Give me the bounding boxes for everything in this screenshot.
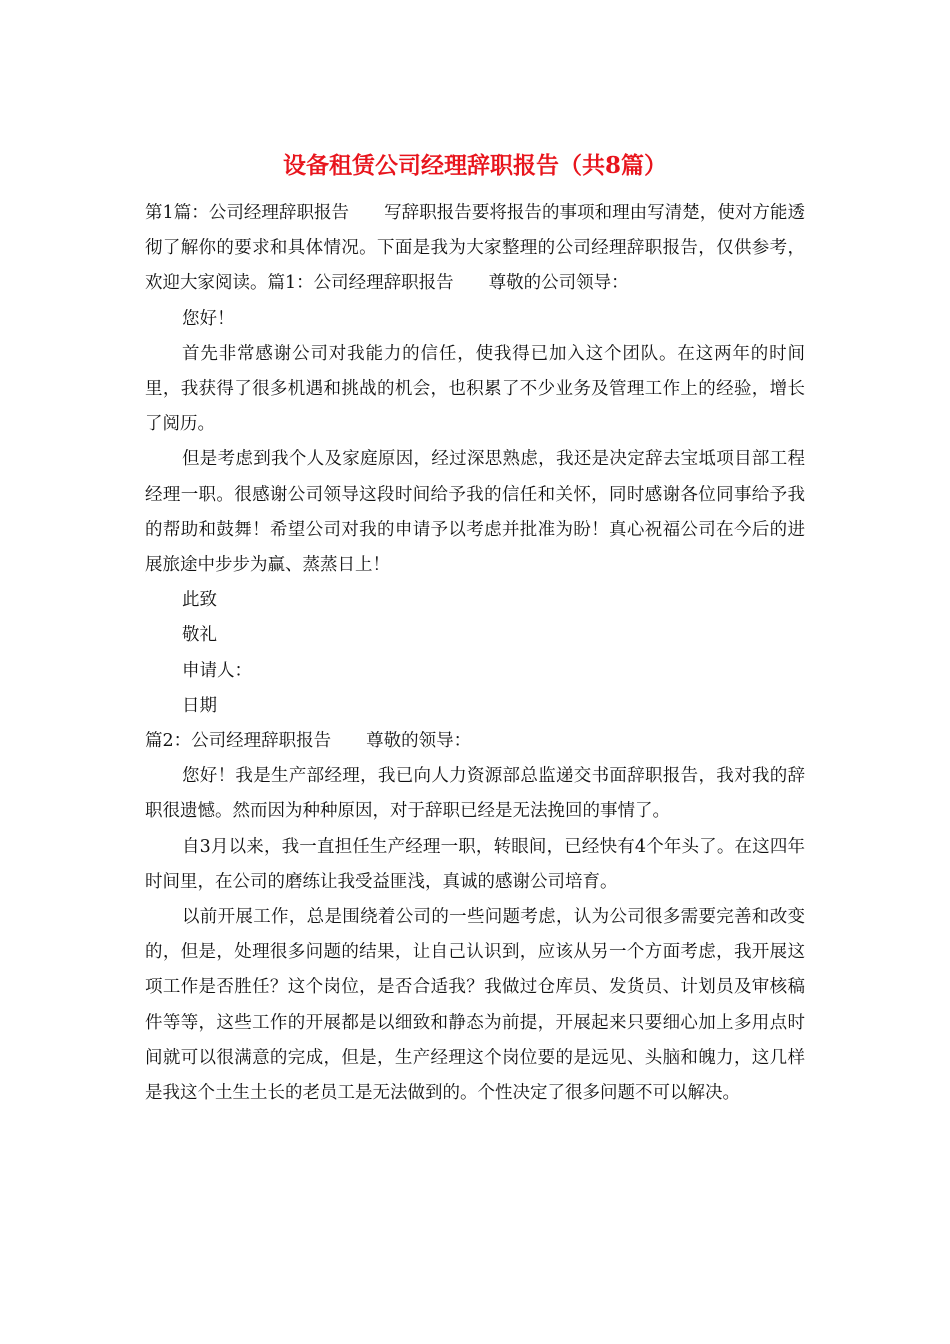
date-label: 日期 bbox=[182, 695, 217, 716]
section-2-heading: 篇2：公司经理辞职报告 bbox=[145, 731, 332, 752]
salutation: 尊敬的公司领导： bbox=[488, 273, 629, 294]
applicant-label: 申请人： bbox=[182, 660, 252, 681]
intro-paragraph bbox=[145, 196, 805, 302]
paragraph-section2-reflection: 以前开展工作，总是围绕着公司的一些问题考虑，认为公司很多需要完善和改变的，但是，处理很多问题的结果，让自己认识到，应该从另一个方面考虑，我开展这项工作是否胜任？这个岗位，是否合适我？我做过仓库员、发货员、计划员及审核稿件等等，这些工作的开展都是以细致和静态为前提，开展起来只要细心加上多用点时间就可以很满意的完成，但是，生产经理这个岗位要的是远见、头脑和魄力，这几样是我这个土生土长的老员工是无法做到的。个性决定了很多问题不可以解决。 bbox=[145, 907, 805, 1104]
paragraph-section2-tenure: 自3月以来，我一直担任生产经理一职，转眼间，已经快有4个年头了。在这四年时间里，在公司的磨练让我受益匪浅，真诚的感谢公司培育。 bbox=[145, 836, 805, 892]
paragraph-thanks: 首先非常感谢公司对我能力的信任，使我得已加入这个团队。在这两年的时间里，我获得了很多机遇和挑战的机会，也积累了不少业务及管理工作上的经验，增长了阅历。 bbox=[145, 343, 805, 435]
document-title: 设备租赁公司经理辞职报告（共8篇） bbox=[282, 152, 667, 179]
section-2-heading-line bbox=[145, 724, 805, 759]
intro-heading: 第1篇：公司经理辞职报告 bbox=[145, 203, 350, 223]
greeting: 您好！ bbox=[182, 308, 235, 329]
closing-jingli: 敬礼 bbox=[182, 625, 217, 646]
closing-cizhi: 此致 bbox=[182, 590, 217, 611]
section-2-salutation: 尊敬的领导： bbox=[366, 731, 472, 752]
paragraph-section2-intro: 您好！我是生产部经理，我已向人力资源部总监递交书面辞职报告，我对我的辞职很遗憾。然而因为种种原因，对于辞职已经是无法挽回的事情了。 bbox=[145, 766, 805, 822]
document-body bbox=[145, 196, 805, 1111]
paragraph-reason: 但是考虑到我个人及家庭原因，经过深思熟虑，我还是决定辞去宝坻项目部工程经理一职。很感谢公司领导这段时间给予我的信任和关怀，同时感谢各位同事给予我的帮助和鼓舞！希望公司对我的申请予以考虑并批准为盼！真心祝福公司在今后的进展旅途中步步为赢、蒸蒸日上！ bbox=[145, 449, 805, 576]
intro-text: 写辞职报告要将报告的事项和理由写清楚，使对方能透彻了解你的要求和具体情况。下面是我为大家整理的公司经理辞职报告，仅供参考，欢迎大家阅读。篇1：公司经理辞职报告 bbox=[145, 203, 805, 294]
